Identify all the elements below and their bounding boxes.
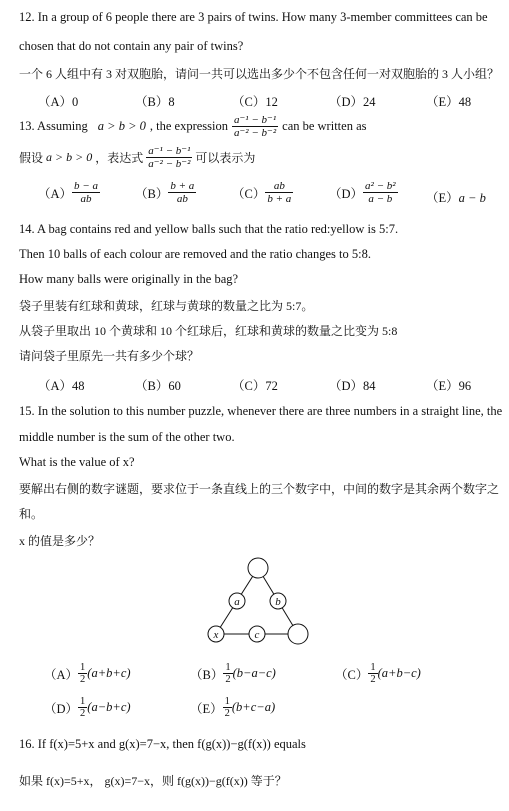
q14-option-a: （A）48 [38, 379, 85, 393]
q15-option-e: （E） $\frac{1}{2}$ (b+c−a) [190, 696, 276, 719]
q13-text-en [19, 114, 366, 139]
q12-text-en-1: 12. In a group of 6 people there are 3 pairs of twins. How many 3-member committees can be [19, 10, 488, 24]
q12-option-e: （E）48 [426, 95, 472, 109]
q14-option-e: （E）96 [426, 379, 472, 393]
diagram-node-bottom-right [288, 624, 308, 644]
q15-text-en-2: middle number is the sum of the other two. [19, 430, 235, 444]
q15-option-b: （B） $\frac{1}{2}$ (b−a−c) [190, 662, 276, 685]
q15-text-zh-2: 和。 [19, 507, 44, 521]
q14-text-zh-1: 袋子里装有红球和黄球，红球与黄球的数量之比为 5:7。 [19, 299, 314, 313]
q15-text-zh-3: x 的值是多少？ [19, 534, 101, 548]
diagram-label-a: a [234, 596, 240, 608]
q14-text-en-2: Then 10 balls of each colour are removed and the ratio changes to 5:8. [19, 247, 371, 261]
q12-option-c: （C）12 [232, 95, 278, 109]
q15-option-c: （C） $\frac{1}{2}$ (a+b−c) [335, 662, 421, 685]
q14-option-b: （B）60 [135, 379, 181, 393]
q13-zh-prefix: 假设 [19, 151, 44, 165]
q15-text-zh-1: 要解出右侧的数字谜题，要求位于一条直线上的三个数字中，中间的数字是其余两个数字之 [19, 482, 500, 496]
q13-option-c: （C） $\frac{ab}{b + a}$ [232, 180, 292, 205]
q14-text-en-1: 14. A bag contains red and yellow balls such that the ratio red:yellow is 5:7. [19, 222, 399, 236]
q13-mid: , the expression [149, 119, 228, 133]
q15-text-en-3: What is the value of x? [19, 455, 135, 469]
diagram-label-c: c [254, 629, 260, 641]
q13-option-a: （A） $\frac{b - a}{ab}$ [38, 180, 98, 205]
q13-text-zh [19, 145, 255, 170]
q14-text-en-3: How many balls were originally in the bag? [19, 272, 239, 286]
q13-condition: a > b > 0 [97, 119, 146, 133]
q13-zh-mid: ，表达式 [95, 151, 144, 165]
q12-option-a: （A）0 [38, 95, 79, 109]
q16-text-en: 16. If f(x)=5+x and g(x)=7−x, then f(g(x))−g(f(x)) equals [19, 737, 306, 751]
q14-text-zh-2: 从袋子里取出 10 个黄球和 10 个红球后，红球和黄球的数量之比变为 5:8 [19, 324, 398, 338]
q15-option-d: （D） $\frac{1}{2}$ (a−b+c) [44, 696, 131, 719]
q13-zh-condition: a > b > 0 [46, 150, 93, 164]
q13-option-d: （D） $\frac{\text{a² − b²}}{a - b}$ [329, 180, 396, 205]
diagram-label-b: b [275, 596, 281, 608]
q15-option-a: （A） $\frac{1}{2}$ (a+b+c) [44, 662, 131, 685]
q12-option-b: （B）8 [135, 95, 175, 109]
q12-option-d: （D）24 [329, 95, 376, 109]
q13-prefix: 13. Assuming [19, 119, 88, 133]
q12-text-en-2: chosen that do not contain any pair of twins? [19, 39, 244, 53]
q14-text-zh-3: 请问袋子里原先一共有多少个球？ [19, 349, 200, 363]
q13-zh-suffix: 可以表示为 [195, 151, 256, 165]
q13-expression: $\frac{\text{a⁻¹ − b⁻¹}}{\text{a⁻² − b⁻²}}$ [234, 114, 277, 139]
q15-text-en-1: 15. In the solution to this number puzzle, whenever there are three numbers in a straight line, the [19, 404, 503, 418]
q15-triangle-diagram [195, 555, 315, 655]
q14-option-d: （D）84 [329, 379, 376, 393]
diagram-label-x: x [213, 629, 219, 641]
q13-zh-expression: $\frac{\text{a⁻¹ − b⁻¹}}{\text{a⁻² − b⁻²}}$ [148, 145, 191, 170]
q16-text-zh: 如果 f(x)=5+x， g(x)=7−x，则 f(g(x))−g(f(x)) 等于？ [19, 774, 287, 788]
q12-text-zh: 一个 6 人组中有 3 对双胞胎，请问一共可以选出多少个不包含任何一对双胞胎的 3 人小组？ [19, 67, 500, 81]
q14-option-c: （C）72 [232, 379, 278, 393]
diagram-node-top [248, 558, 268, 578]
q13-option-e: （E）a − b [426, 191, 486, 205]
q13-option-b: （B） $\frac{b + a}{ab}$ [135, 180, 195, 205]
q13-suffix: can be written as [282, 119, 367, 133]
